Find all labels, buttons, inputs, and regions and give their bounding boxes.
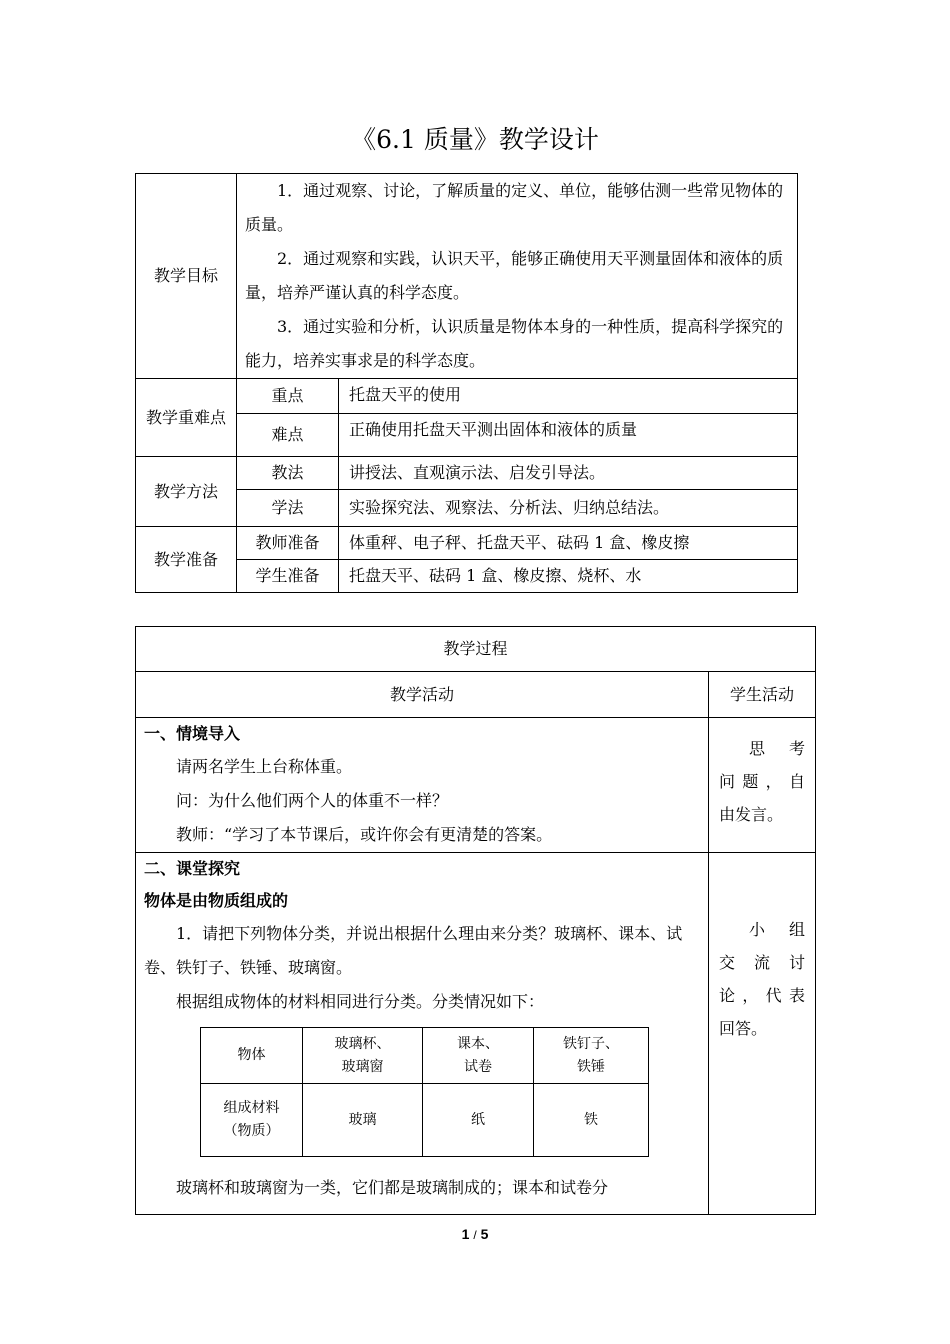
section-intro-content [136,718,709,853]
objectives-label: 教学目标 [136,174,237,379]
objective-item: 2．通过观察和实践，认识天平，能够正确使用天平测量固体和液体的质量，培养严谨认真的科学态度。 [245,249,784,302]
preparation-label: 教学准备 [136,527,237,593]
lesson-info-table [135,173,798,593]
section-line: 问：为什么他们两个人的体重不一样？ [176,791,449,810]
student-activity-explore [709,853,816,1215]
section-line: 教师：“学习了本节课后，或许你会有更清楚的答案。 [176,825,553,844]
section-heading: 一、情境导入 [144,724,241,743]
objective-item: 3．通过实验和分析，认识质量是物体本身的一种性质，提高科学探究的能力，培养实事求是的科学态度。 [245,317,784,370]
teaching-process-table [135,626,816,1215]
page-number [0,1226,950,1242]
student-activity-line: 交 流 讨 [719,953,806,972]
teacher-prep-row [136,527,798,560]
material-label: 组成材料 （物质） [201,1084,303,1157]
student-prep-label: 学生准备 [237,560,339,593]
objectives-row [136,174,798,379]
section-subheading: 物体是由物质组成的 [144,891,289,910]
page-separator: / [473,1228,477,1242]
key-point-label: 重点 [237,379,339,414]
objective-item: 1．通过观察、讨论，了解质量的定义、单位，能够估测一些常见物体的质量。 [245,181,784,234]
student-activity-line: 由发言。 [719,805,784,824]
total-pages: 5 [480,1226,489,1242]
difficulty-content: 正确使用托盘天平测出固体和液体的质量 [339,414,798,457]
key-point-row [136,379,798,414]
section-paragraph: 根据组成物体的材料相同进行分类。分类情况如下： [176,992,545,1011]
student-activity-line: 论，代表 [719,986,806,1005]
difficulty-label: 难点 [237,414,339,457]
teaching-method-row [136,457,798,490]
classification-table [200,1027,649,1157]
object-cell: 课本、 试卷 [423,1028,534,1084]
material-cell: 玻璃 [303,1084,423,1157]
object-cell: 铁钉子、 铁锤 [534,1028,649,1084]
teaching-method-content: 讲授法、直观演示法、启发引导法。 [339,457,798,490]
student-activity-line: 思 考 [749,739,806,758]
learning-method-label: 学法 [237,490,339,527]
process-header: 教学过程 [136,627,816,672]
teacher-prep-label: 教师准备 [237,527,339,560]
section-paragraph: 玻璃杯和玻璃窗为一类，它们都是玻璃制成的；课本和试卷分 [176,1178,609,1197]
student-activity-intro [709,718,816,853]
classification-object-row [201,1028,649,1084]
student-activity-line: 小 组 [749,920,806,939]
section-explore-row [136,853,816,1215]
student-prep-content: 托盘天平、砝码 1 盒、橡皮擦、烧杯、水 [339,560,798,593]
section-explore-content [136,853,709,1215]
student-activity-header: 学生活动 [709,672,816,718]
teaching-method-label: 教法 [237,457,339,490]
student-activity-line: 问题，自 [719,772,806,791]
section-line: 请两名学生上台称体重。 [176,757,353,776]
teacher-prep-content: 体重秤、电子秤、托盘天平、砝码 1 盒、橡皮擦 [339,527,798,560]
methods-label: 教学方法 [136,457,237,527]
section-heading: 二、课堂探究 [144,859,241,878]
column-header-row [136,672,816,718]
process-header-row [136,627,816,672]
student-activity-line: 回答。 [719,1019,768,1038]
key-point-content: 托盘天平的使用 [339,379,798,414]
teaching-activity-header: 教学活动 [136,672,709,718]
material-cell: 铁 [534,1084,649,1157]
material-cell: 纸 [423,1084,534,1157]
objectives-content [237,174,798,379]
section-intro-row [136,718,816,853]
object-cell: 玻璃杯、 玻璃窗 [303,1028,423,1084]
section-paragraph: 1．请把下列物体分类，并说出根据什么理由来分类？玻璃杯、课本、试卷、铁钉子、铁锤、玻璃窗。 [144,924,683,977]
current-page: 1 [461,1226,470,1242]
learning-method-content: 实验探究法、观察法、分析法、归纳总结法。 [339,490,798,527]
page-title: 《6.1 质量》教学设计 [351,125,599,154]
object-label: 物体 [201,1028,303,1084]
key-points-label: 教学重难点 [136,379,237,457]
classification-material-row [201,1084,649,1157]
